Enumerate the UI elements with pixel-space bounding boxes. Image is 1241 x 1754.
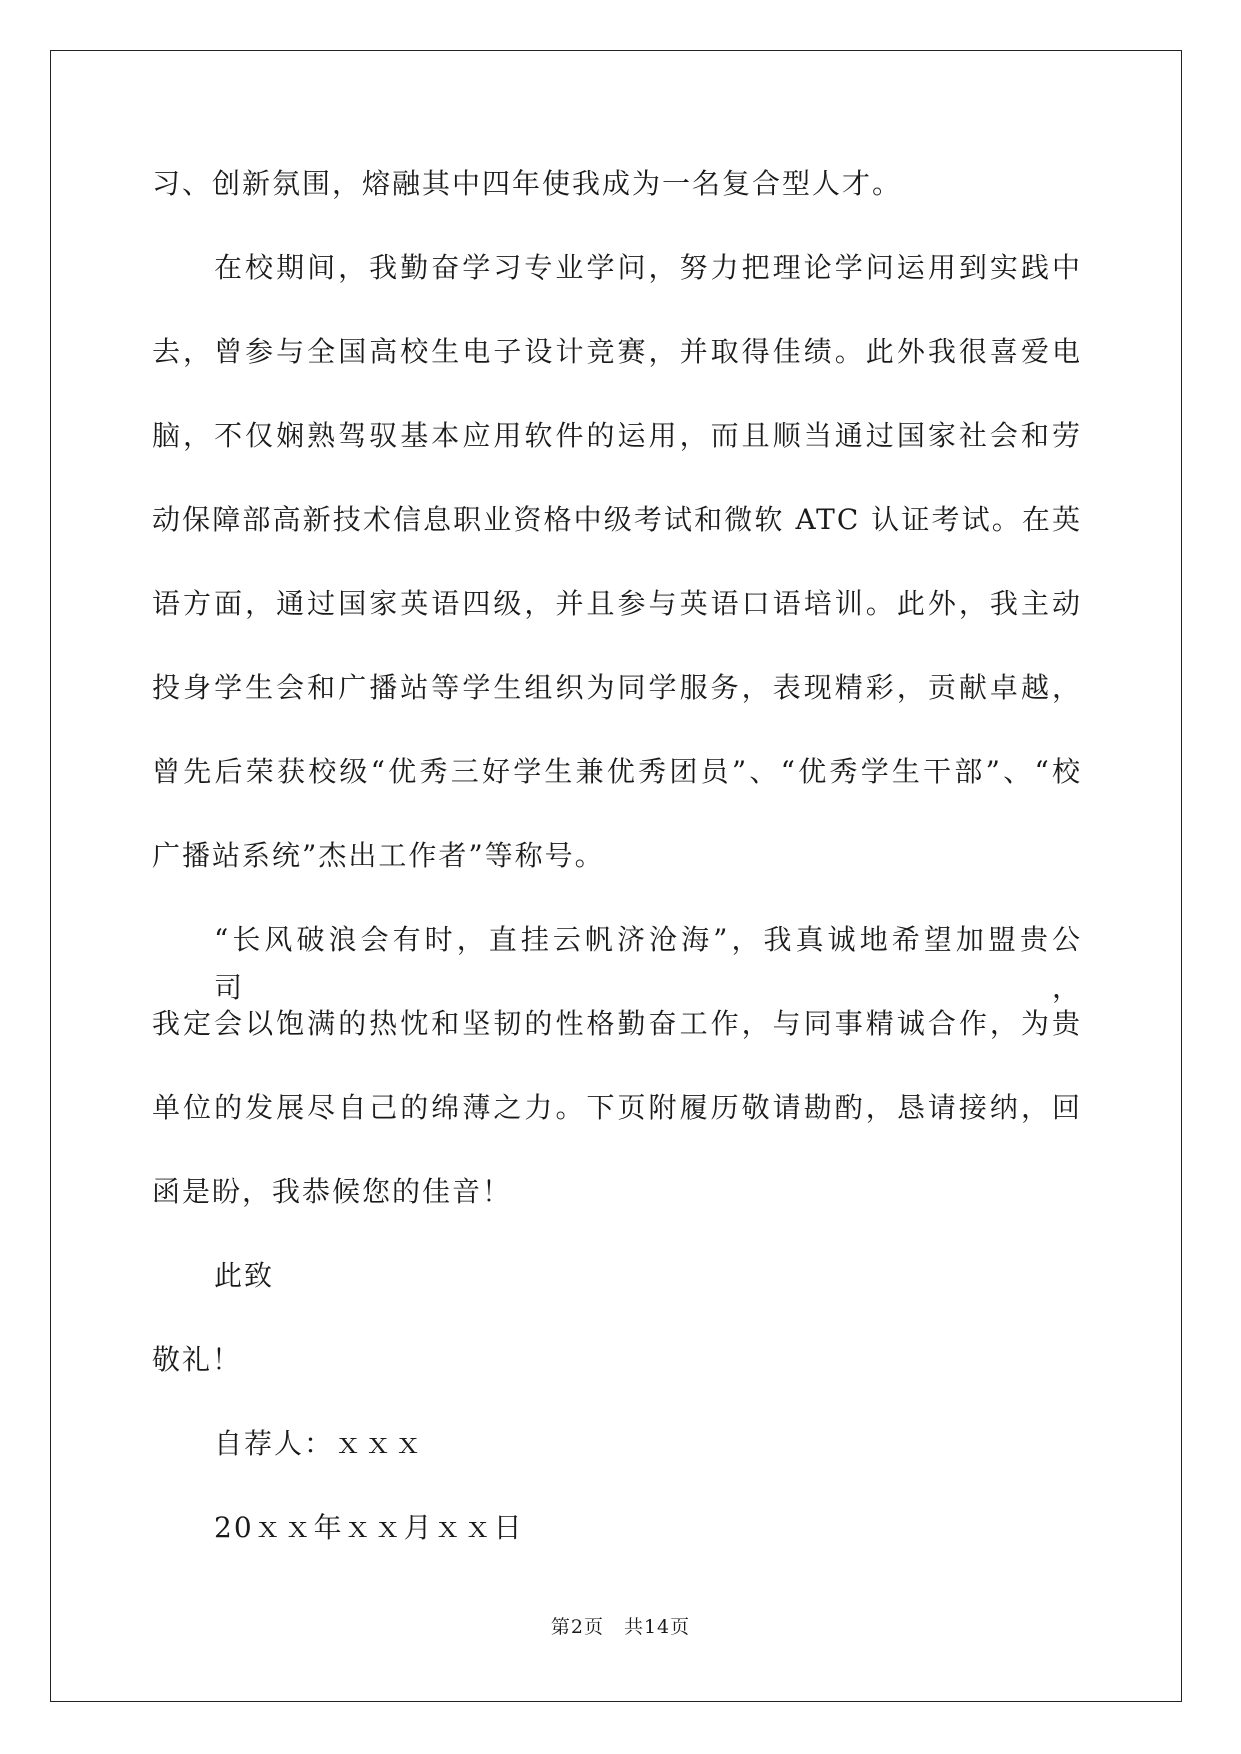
- date-line: 20ｘｘ年ｘｘ月ｘｘ日: [214, 1511, 524, 1544]
- text-line: 单位的发展尽自己的绵薄之力。下页附履历敬请勘酌，恳请接纳，回: [152, 1091, 1082, 1124]
- text-line: 动保障部高新技术信息职业资格中级考试和微软 ATC 认证考试。在英: [152, 503, 1082, 536]
- letter-body: [152, 160, 1082, 1588]
- text-line: 脑，不仅娴熟驾驭基本应用软件的运用，而且顺当通过国家社会和劳: [152, 419, 1082, 452]
- signature-line: 自荐人：ｘｘｘ: [214, 1427, 425, 1460]
- text-line: 曾先后荣获校级“优秀三好学生兼优秀团员”、“优秀学生干部”、“校: [152, 755, 1082, 788]
- text-line: 函是盼，我恭候您的佳音！: [152, 1175, 513, 1208]
- salutation-closing: 此致: [214, 1259, 275, 1292]
- text-line: “长风破浪会有时，直挂云帆济沧海”，我真诚地希望加盟贵公司，: [214, 923, 1082, 1004]
- text-line: 去，曾参与全国高校生电子设计竞赛，并取得佳绩。此外我很喜爱电: [152, 335, 1082, 368]
- text-line: 我定会以饱满的热忱和坚韧的性格勤奋工作，与同事精诚合作，为贵: [152, 1007, 1082, 1040]
- text-line: 习、创新氛围，熔融其中四年使我成为一名复合型人才。: [152, 167, 903, 200]
- page-number: 第2页 共14页: [550, 1616, 691, 1638]
- text-line: 在校期间，我勤奋学习专业学问，努力把理论学问运用到实践中: [214, 251, 1082, 284]
- salutation-regards: 敬礼！: [152, 1343, 243, 1376]
- text-line: 语方面，通过国家英语四级，并且参与英语口语培训。此外，我主动: [152, 587, 1082, 620]
- text-line: 投身学生会和广播站等学生组织为同学服务，表现精彩，贡献卓越，: [152, 671, 1082, 704]
- text-line: 广播站系统”杰出工作者”等称号。: [152, 839, 605, 872]
